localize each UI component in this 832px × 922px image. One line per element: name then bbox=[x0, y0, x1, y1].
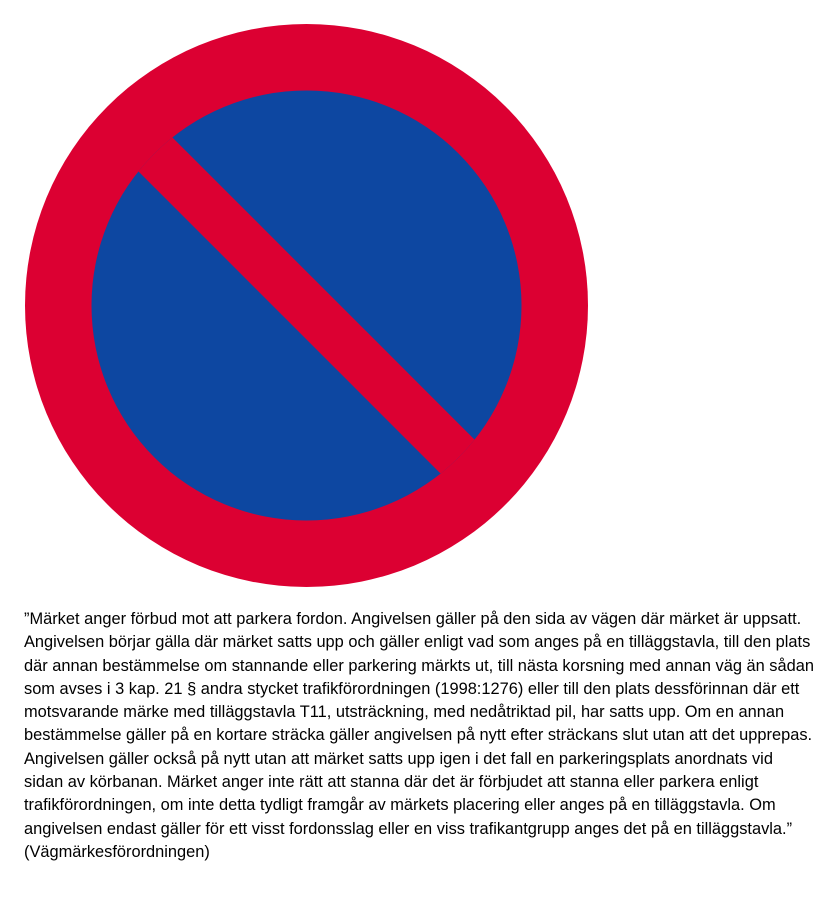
sign-description-quote bbox=[24, 608, 814, 864]
no-parking-sign bbox=[24, 24, 589, 587]
quote-source: (Vägmärkesförordningen) bbox=[24, 842, 210, 861]
quote-text: ”Märket anger förbud mot att parkera fordon. Angivelsen gäller på den sida av vägen där märket är uppsatt. Angivelsen börjar gälla där märket satts upp och gäller enligt vad som anges på en tilläggstavla, till den plats där annan bestämmelse om stannande eller parkering märkts ut, till nästa korsning med annan väg än sådan som avses i 3 kap. 21 § andra stycket trafikförordningen (1998:1276) eller till den plats dessförinnan där ett motsvarande märke med tilläggstavla T11, utsträckning, med nedåtriktad pil, har satts upp. Om en annan bestämmelse gäller på en kortare sträcka gäller angivelsen på nytt efter sträckans slut utan att det upprepas. Angivelsen gäller också på nytt utan att märket satts upp igen i det fall en parkeringsplats anordnats vid sidan av körbanan. Märket anger inte rätt att stanna där det är förbjudet att stanna eller parkera enligt trafikförordningen, om inte detta tydligt framgår av märkets placering eller anges på en tilläggstavla. Om angivelsen endast gäller för ett visst fordonsslag eller en viss trafikantgrupp anges det på en tilläggstavla.” bbox=[24, 610, 814, 838]
no-parking-sign-graphic bbox=[24, 24, 589, 587]
